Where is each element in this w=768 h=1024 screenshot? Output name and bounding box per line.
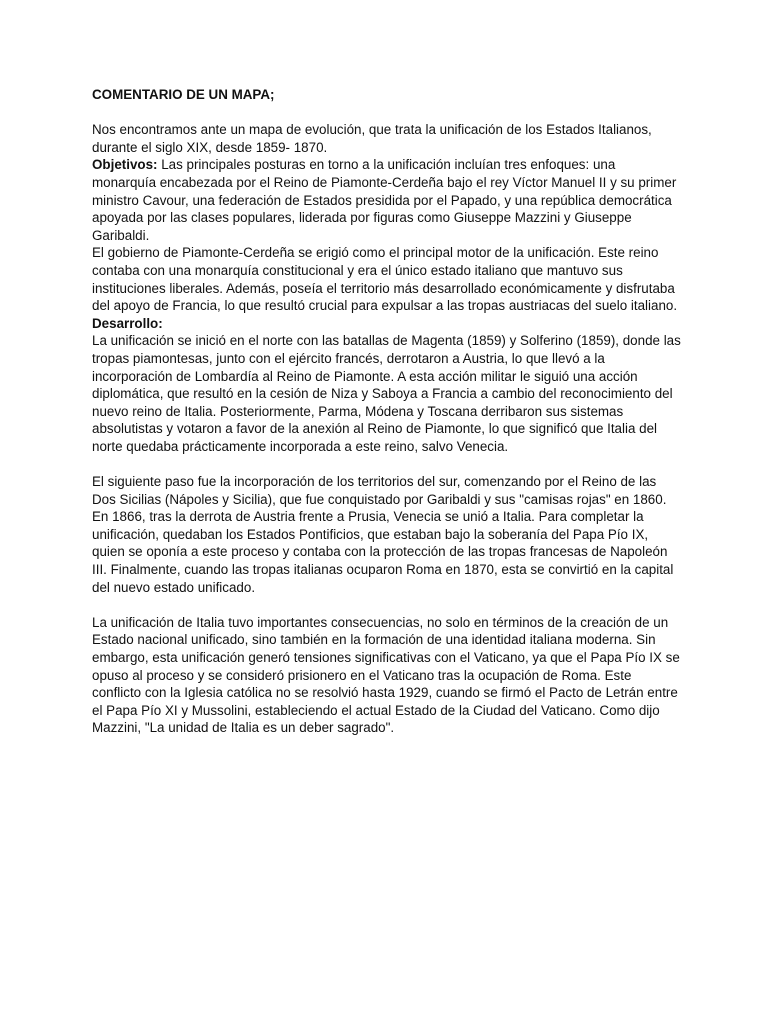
gobierno-paragraph: El gobierno de Piamonte-Cerdeña se erigió como el principal motor de la unificación. Este reino contaba con una monarquía constitucional y era el único estado italiano que mantuvo sus instituciones liberales. Además, poseía el territorio más desarrollado económicamente y disfrutaba del apoyo de Francia, lo que resultó crucial para expulsar a las tropas austriacas del suelo italiano.	[92, 245, 678, 314]
spacer	[92, 455, 682, 473]
document-body	[92, 86, 682, 737]
desarrollo-label: Desarrollo:	[92, 315, 163, 331]
objetivos-text: Las principales posturas en torno a la unificación incluían tres enfoques: una monarquía encabezada por el Reino de Piamonte-Cerdeña bajo el rey Víctor Manuel II y su primer ministro Cavour, una federación de Estados presidida por el Papado, y una república democrática apoyada por las clases populares, liderada por figuras como Giuseppe Mazzini y Giuseppe Garibaldi.	[92, 157, 677, 243]
desarrollo-paragraph-1: La unificación se inició en el norte con las batallas de Magenta (1859) y Solferino (1859), donde las tropas piamontesas, junto con el ejército francés, derrotaron a Austria, lo que llevó a la incorporación de Lombardía al Reino de Piamonte. A esta acción militar le siguió una acción diplomática, que resultó en la cesión de Niza y Saboya a Francia a cambio del reconocimiento del nuevo reino de Italia. Posteriormente, Parma, Módena y Toscana derribaron sus sistemas absolutistas y votaron a favor de la anexión al Reino de Piamonte, lo que significó que Italia del norte quedaba prácticamente incorporada a este reino, salvo Venecia.	[92, 333, 681, 454]
objetivos-label: Objetivos:	[92, 157, 158, 173]
spacer	[92, 104, 682, 122]
desarrollo-paragraph-3: La unificación de Italia tuvo importantes consecuencias, no solo en términos de la creación de un Estado nacional unificado, sino también en la formación de una identidad italiana moderna. Sin embargo, esta unificación generó tensiones significativas con el Vaticano, ya que el Papa Pío IX se opuso al proceso y se consideró prisionero en el Vaticano tras la ocupación de Roma. Este conflicto con la Iglesia católica no se resolvió hasta 1929, cuando se firmó el Pacto de Letrán entre el Papa Pío XI y Mussolini, estableciendo el actual Estado de la Ciudad del Vaticano. Como dijo Mazzini, "La unidad de Italia es un deber sagrado".	[92, 614, 680, 736]
document-title: COMENTARIO DE UN MAPA;	[92, 87, 275, 102]
intro-paragraph: Nos encontramos ante un mapa de evolución, que trata la unificación de los Estados Italianos, durante el siglo XIX, desde 1859- 1870.	[92, 122, 652, 155]
objetivos-paragraph	[92, 156, 682, 244]
spacer	[92, 596, 682, 614]
desarrollo-paragraph-2: El siguiente paso fue la incorporación de los territorios del sur, comenzando por el Reino de las Dos Sicilias (Nápoles y Sicilia), que fue conquistado por Garibaldi y sus "camisas rojas" en 1860. En 1866, tras la derrota de Austria frente a Prusia, Venecia se unió a Italia. Para completar la unificación, quedaban los Estados Pontificios, que estaban bajo la soberanía del Papa Pío IX, quien se oponía a este proceso y contaba con la protección de las tropas francesas de Napoleón III. Finalmente, cuando las tropas italianas ocuparon Roma en 1870, esta se convirtió en la capital del nuevo estado unificado.	[92, 474, 674, 595]
